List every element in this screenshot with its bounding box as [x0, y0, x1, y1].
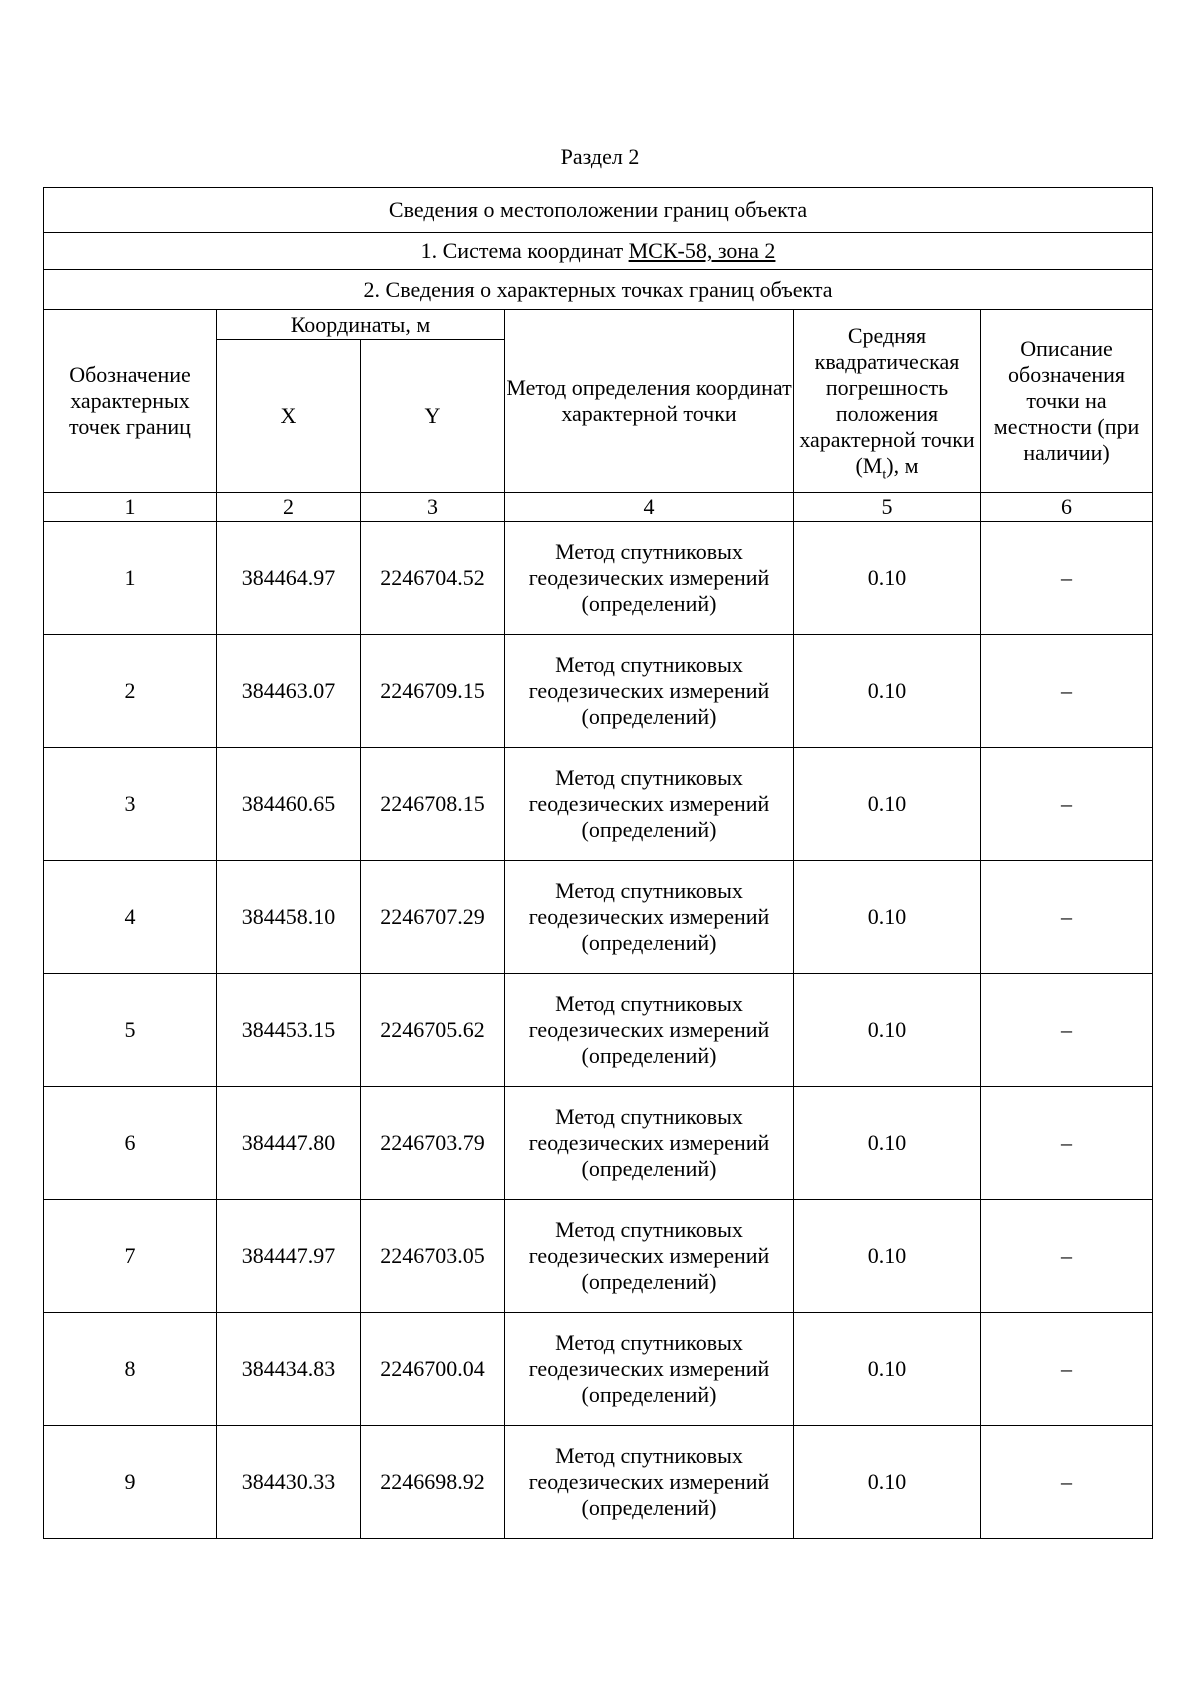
description-cell: – — [981, 1426, 1153, 1539]
description-cell: – — [981, 1087, 1153, 1200]
x-cell: 384447.97 — [217, 1200, 361, 1313]
coord-system-value: МСК-58, зона 2 — [628, 238, 776, 263]
header-error-text: Средняя квадратическая погрешность положения характерной точки (M — [799, 323, 975, 478]
y-cell: 2246698.92 — [361, 1426, 505, 1539]
error-cell: 0.10 — [794, 861, 981, 974]
header-method: Метод определения координат характерной точки — [505, 310, 794, 493]
point-cell: 5 — [44, 974, 217, 1087]
point-cell: 2 — [44, 635, 217, 748]
point-cell: 1 — [44, 522, 217, 635]
point-cell: 3 — [44, 748, 217, 861]
description-cell: – — [981, 635, 1153, 748]
table-title-row — [44, 188, 1153, 233]
coord-system-cell — [44, 233, 1153, 270]
points-heading: 2. Сведения о характерных точках границ объекта — [44, 270, 1153, 310]
header-y: Y — [361, 340, 505, 493]
point-cell: 7 — [44, 1200, 217, 1313]
x-cell: 384458.10 — [217, 861, 361, 974]
table-row — [44, 1426, 1153, 1539]
table-row — [44, 522, 1153, 635]
method-cell: Метод спутниковых геодезических измерений (определений) — [505, 1426, 794, 1539]
x-cell: 384447.80 — [217, 1087, 361, 1200]
method-cell: Метод спутниковых геодезических измерений (определений) — [505, 522, 794, 635]
boundary-points-table — [43, 187, 1153, 1539]
error-cell: 0.10 — [794, 748, 981, 861]
x-cell: 384463.07 — [217, 635, 361, 748]
header-description: Описание обозначения точки на местности (при наличии) — [981, 310, 1153, 493]
y-cell: 2246707.29 — [361, 861, 505, 974]
method-cell: Метод спутниковых геодезических измерений (определений) — [505, 1313, 794, 1426]
y-cell: 2246703.79 — [361, 1087, 505, 1200]
x-cell: 384430.33 — [217, 1426, 361, 1539]
description-cell: – — [981, 748, 1153, 861]
table-row — [44, 748, 1153, 861]
header-error — [794, 310, 981, 493]
error-cell: 0.10 — [794, 1200, 981, 1313]
column-number: 3 — [361, 493, 505, 522]
point-cell: 6 — [44, 1087, 217, 1200]
error-cell: 0.10 — [794, 1313, 981, 1426]
description-cell: – — [981, 974, 1153, 1087]
table-row — [44, 1087, 1153, 1200]
table-row — [44, 861, 1153, 974]
point-cell: 4 — [44, 861, 217, 974]
table-row — [44, 1200, 1153, 1313]
method-cell: Метод спутниковых геодезических измерений (определений) — [505, 748, 794, 861]
error-cell: 0.10 — [794, 974, 981, 1087]
y-cell: 2246708.15 — [361, 748, 505, 861]
table-row — [44, 974, 1153, 1087]
method-cell: Метод спутниковых геодезических измерений (определений) — [505, 635, 794, 748]
y-cell: 2246700.04 — [361, 1313, 505, 1426]
error-cell: 0.10 — [794, 1087, 981, 1200]
x-cell: 384464.97 — [217, 522, 361, 635]
description-cell: – — [981, 522, 1153, 635]
header-coordinates: Координаты, м — [217, 310, 505, 340]
column-number: 4 — [505, 493, 794, 522]
column-number: 5 — [794, 493, 981, 522]
column-number: 1 — [44, 493, 217, 522]
y-cell: 2246704.52 — [361, 522, 505, 635]
method-cell: Метод спутниковых геодезических измерений (определений) — [505, 1200, 794, 1313]
coord-system-label: 1. Система координат — [420, 238, 629, 263]
column-number: 6 — [981, 493, 1153, 522]
table-row — [44, 635, 1153, 748]
header-designation: Обозначение характерных точек границ — [44, 310, 217, 493]
method-cell: Метод спутниковых геодезических измерений (определений) — [505, 974, 794, 1087]
column-numbers-row — [44, 493, 1153, 522]
y-cell: 2246709.15 — [361, 635, 505, 748]
description-cell: – — [981, 1200, 1153, 1313]
x-cell: 384460.65 — [217, 748, 361, 861]
point-cell: 9 — [44, 1426, 217, 1539]
point-cell: 8 — [44, 1313, 217, 1426]
y-cell: 2246703.05 — [361, 1200, 505, 1313]
column-number: 2 — [217, 493, 361, 522]
header-x: X — [217, 340, 361, 493]
coord-system-row — [44, 233, 1153, 270]
description-cell: – — [981, 1313, 1153, 1426]
section-title: Раздел 2 — [560, 144, 640, 169]
error-cell: 0.10 — [794, 635, 981, 748]
table-title: Сведения о местоположении границ объекта — [44, 188, 1153, 233]
error-cell: 0.10 — [794, 522, 981, 635]
points-heading-row — [44, 270, 1153, 310]
method-cell: Метод спутниковых геодезических измерений (определений) — [505, 861, 794, 974]
header-error-unit: ), м — [886, 453, 919, 478]
header-error-subscript: t — [882, 467, 887, 483]
method-cell: Метод спутниковых геодезических измерений (определений) — [505, 1087, 794, 1200]
x-cell: 384453.15 — [217, 974, 361, 1087]
header-row-1 — [44, 310, 1153, 340]
error-cell: 0.10 — [794, 1426, 981, 1539]
description-cell: – — [981, 861, 1153, 974]
table-row — [44, 1313, 1153, 1426]
x-cell: 384434.83 — [217, 1313, 361, 1426]
y-cell: 2246705.62 — [361, 974, 505, 1087]
